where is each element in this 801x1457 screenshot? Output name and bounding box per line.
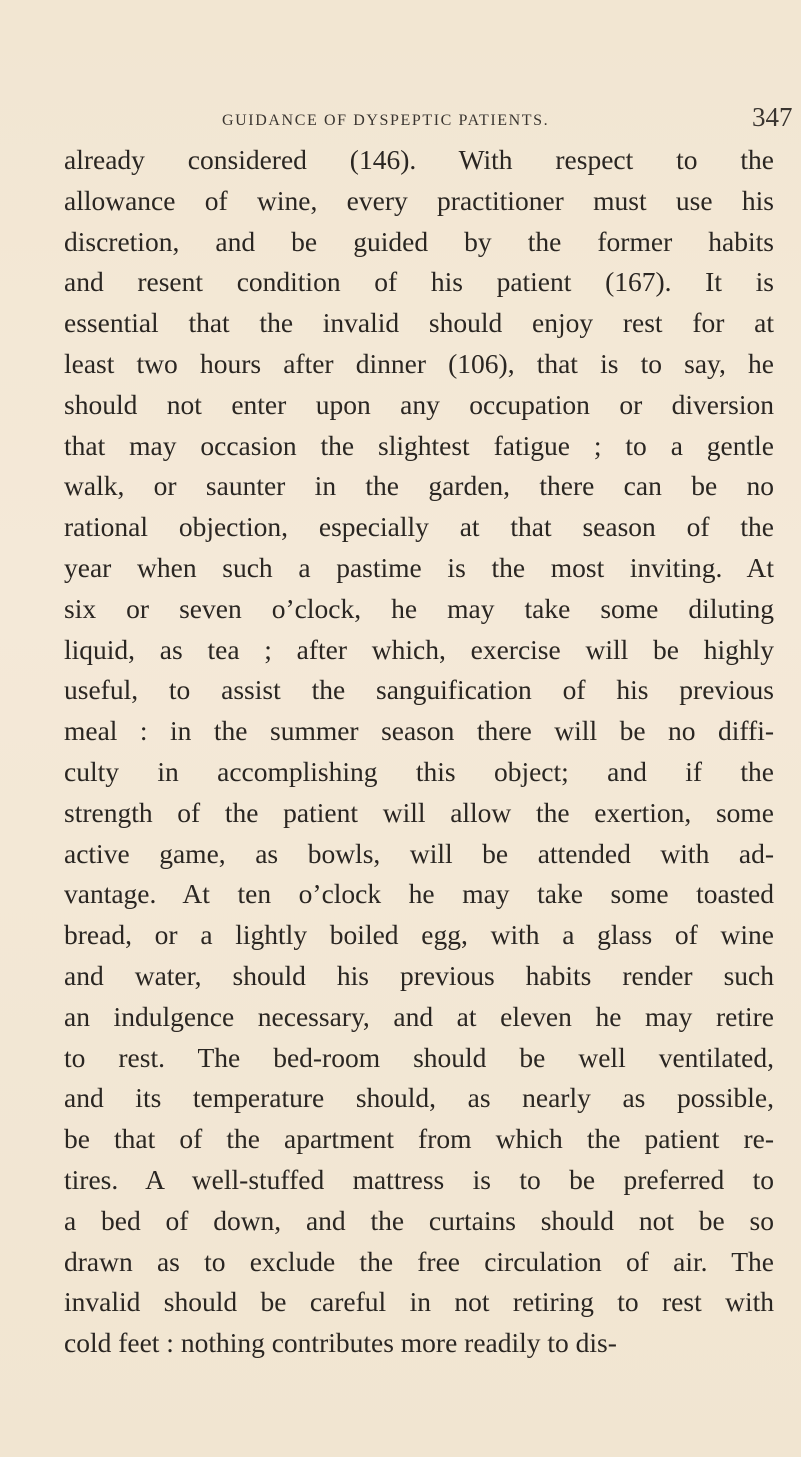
body-text xyxy=(64,140,774,1364)
text-line: drawn as to exclude the free circulation of air. The xyxy=(64,1245,774,1277)
text-line: essential that the invalid should enjoy rest for at xyxy=(64,307,774,339)
text-line: allowance of wine, every practitioner must use his xyxy=(64,184,774,216)
text-line: discretion, and be guided by the former habits xyxy=(64,225,774,257)
text-line: and its temperature should, as nearly as possible, xyxy=(64,1082,774,1114)
text-line: a bed of down, and the curtains should not be so xyxy=(64,1204,774,1236)
text-line: meal : in the summer season there will be no diffi- xyxy=(64,715,774,747)
text-line: invalid should be careful in not retiring to rest with xyxy=(64,1286,774,1318)
text-line: already considered (146). With respect to the xyxy=(64,144,774,175)
text-line: year when such a pastime is the most inviting. At xyxy=(64,551,774,583)
text-line: vantage. At ten o’clock he may take some toasted xyxy=(64,878,774,910)
text-line: to rest. The bed-room should be well ventilated, xyxy=(64,1041,774,1073)
text-line: useful, to assist the sanguification of his previous xyxy=(64,674,774,706)
page-number: 347 xyxy=(752,102,793,132)
text-line: tires. A well-stuffed mattress is to be preferred to xyxy=(64,1163,774,1195)
text-line: rational objection, especially at that season of the xyxy=(64,511,774,543)
text-line: be that of the apartment from which the patient re- xyxy=(64,1123,774,1155)
text-line: active game, as bowls, will be attended with ad- xyxy=(64,837,774,869)
text-line: cold feet : nothing contributes more readily to dis- xyxy=(64,1327,617,1359)
text-line: should not enter upon any occupation or diversion xyxy=(64,388,774,420)
text-line: that may occasion the slightest fatigue ; to a gentle xyxy=(64,429,774,461)
text-line: bread, or a lightly boiled egg, with a glass of wine xyxy=(64,919,774,951)
text-line: least two hours after dinner (106), that is to say, he xyxy=(64,347,774,379)
text-line: six or seven o’clock, he may take some diluting xyxy=(64,592,774,624)
text-line: culty in accomplishing this object; and if the xyxy=(64,755,774,787)
text-line: an indulgence necessary, and at eleven he may retire xyxy=(64,1000,774,1032)
text-line: liquid, as tea ; after which, exercise will be highly xyxy=(64,633,774,665)
text-line: walk, or saunter in the garden, there can be no xyxy=(64,470,774,502)
running-title: GUIDANCE OF DYSPEPTIC PATIENTS. xyxy=(222,112,550,129)
text-line: and resent condition of his patient (167). It is xyxy=(64,266,774,298)
text-line: and water, should his previous habits render such xyxy=(64,959,774,991)
text-line: strength of the patient will allow the exertion, some xyxy=(64,796,774,828)
